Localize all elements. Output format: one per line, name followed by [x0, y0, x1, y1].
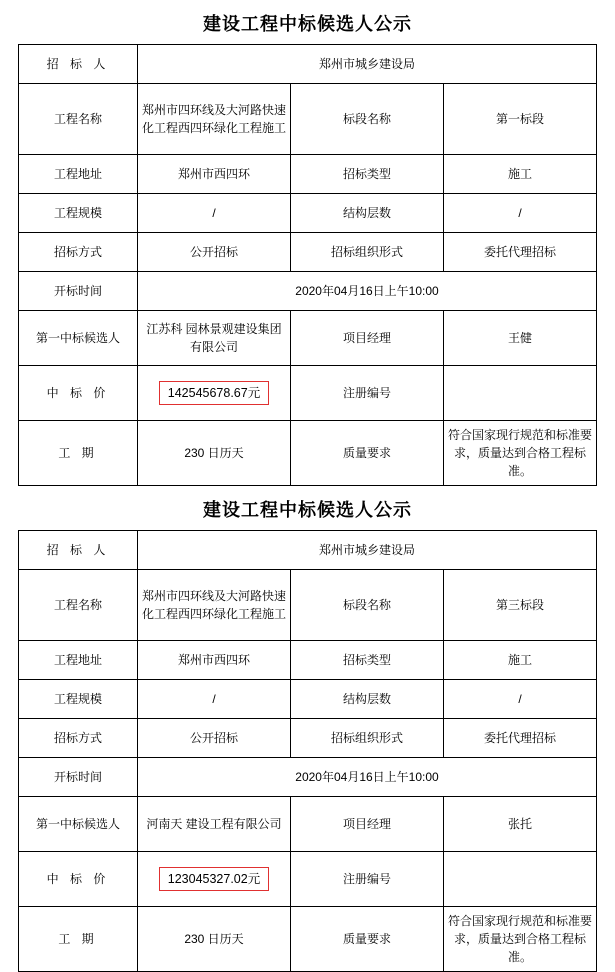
row-label-section-name: 标段名称 [291, 570, 444, 641]
page-title-1: 建设工程中标候选人公示 [203, 14, 412, 34]
row-value-project-address: 郑州市西四环 [138, 641, 291, 680]
document-page [0, 10, 615, 972]
row-label-quality-requirement: 质量要求 [291, 421, 444, 486]
row-label-project-address: 工程地址 [19, 641, 138, 680]
table-row [19, 366, 597, 421]
row-label-quality-requirement: 质量要求 [291, 907, 444, 972]
row-value-tenderee: 郑州市城乡建设局 [138, 45, 597, 84]
table-row [19, 719, 597, 758]
row-value-first-candidate: 河南天 建设工程有限公司 [138, 797, 291, 852]
row-label-project-scale: 工程规模 [19, 194, 138, 233]
row-label-duration: 工 期 [19, 421, 138, 486]
row-value-section-name: 第一标段 [444, 84, 597, 155]
table-row [19, 907, 597, 972]
row-value-bid-price-cell [138, 366, 291, 421]
row-label-tenderee: 招 标 人 [19, 531, 138, 570]
row-value-registration-number [444, 366, 597, 421]
row-value-bid-type: 施工 [444, 641, 597, 680]
row-value-open-time: 2020年04月16日上午10:00 [138, 272, 597, 311]
table-row [19, 84, 597, 155]
row-value-project-name: 郑州市四环线及大河路快速化工程西四环绿化工程施工 [138, 570, 291, 641]
row-value-project-scale: / [138, 680, 291, 719]
row-label-project-manager: 项目经理 [291, 797, 444, 852]
row-label-bid-price: 中 标 价 [19, 366, 138, 421]
bid-table-2 [18, 530, 597, 972]
bid-price-highlight: 123045327.02元 [159, 867, 269, 892]
row-label-section-name: 标段名称 [291, 84, 444, 155]
row-value-quality-requirement: 符合国家现行规范和标准要求，质量达到合格工程标准。 [444, 421, 597, 486]
row-value-project-manager: 张托 [444, 797, 597, 852]
row-value-project-scale: / [138, 194, 291, 233]
row-label-bid-method: 招标方式 [19, 719, 138, 758]
table-row [19, 311, 597, 366]
table-row [19, 680, 597, 719]
table-row [19, 852, 597, 907]
row-label-bid-type: 招标类型 [291, 641, 444, 680]
row-label-bid-method: 招标方式 [19, 233, 138, 272]
row-value-project-manager: 王健 [444, 311, 597, 366]
bid-announcement-section-2 [18, 496, 597, 972]
row-label-first-candidate: 第一中标候选人 [19, 311, 138, 366]
table-row [19, 570, 597, 641]
row-label-bid-organization: 招标组织形式 [291, 719, 444, 758]
row-value-registration-number [444, 852, 597, 907]
row-value-bid-price-cell [138, 852, 291, 907]
table-row [19, 194, 597, 233]
row-value-first-candidate: 江苏科 园林景观建设集团有限公司 [138, 311, 291, 366]
row-label-bid-price: 中 标 价 [19, 852, 138, 907]
table-row [19, 272, 597, 311]
row-value-duration: 230 日历天 [138, 421, 291, 486]
bid-announcement-section-1 [18, 10, 597, 486]
row-label-open-time: 开标时间 [19, 272, 138, 311]
row-value-structure-floors: / [444, 680, 597, 719]
row-label-project-name: 工程名称 [19, 84, 138, 155]
row-label-project-manager: 项目经理 [291, 311, 444, 366]
row-label-registration-number: 注册编号 [291, 366, 444, 421]
row-value-section-name: 第三标段 [444, 570, 597, 641]
table-row [19, 797, 597, 852]
row-label-open-time: 开标时间 [19, 758, 138, 797]
bid-price-highlight: 142545678.67元 [159, 381, 269, 406]
row-value-tenderee: 郑州市城乡建设局 [138, 531, 597, 570]
table-row [19, 758, 597, 797]
table-row [19, 233, 597, 272]
row-label-tenderee: 招 标 人 [19, 45, 138, 84]
row-label-structure-floors: 结构层数 [291, 194, 444, 233]
row-value-quality-requirement: 符合国家现行规范和标准要求，质量达到合格工程标准。 [444, 907, 597, 972]
row-label-bid-organization: 招标组织形式 [291, 233, 444, 272]
row-label-registration-number: 注册编号 [291, 852, 444, 907]
row-value-bid-organization: 委托代理招标 [444, 719, 597, 758]
row-value-structure-floors: / [444, 194, 597, 233]
table-row [19, 45, 597, 84]
row-value-project-name: 郑州市四环线及大河路快速化工程西四环绿化工程施工 [138, 84, 291, 155]
row-value-bid-type: 施工 [444, 155, 597, 194]
row-value-bid-method: 公开招标 [138, 719, 291, 758]
row-label-project-address: 工程地址 [19, 155, 138, 194]
row-label-duration: 工 期 [19, 907, 138, 972]
row-value-bid-organization: 委托代理招标 [444, 233, 597, 272]
row-value-duration: 230 日历天 [138, 907, 291, 972]
table-row [19, 155, 597, 194]
row-value-open-time: 2020年04月16日上午10:00 [138, 758, 597, 797]
row-label-project-scale: 工程规模 [19, 680, 138, 719]
row-label-first-candidate: 第一中标候选人 [19, 797, 138, 852]
row-label-bid-type: 招标类型 [291, 155, 444, 194]
row-label-project-name: 工程名称 [19, 570, 138, 641]
row-label-structure-floors: 结构层数 [291, 680, 444, 719]
row-value-bid-method: 公开招标 [138, 233, 291, 272]
row-value-project-address: 郑州市西四环 [138, 155, 291, 194]
page-title-2: 建设工程中标候选人公示 [203, 500, 412, 520]
bid-table-1 [18, 44, 597, 486]
table-row [19, 641, 597, 680]
table-row [19, 421, 597, 486]
table-row [19, 531, 597, 570]
